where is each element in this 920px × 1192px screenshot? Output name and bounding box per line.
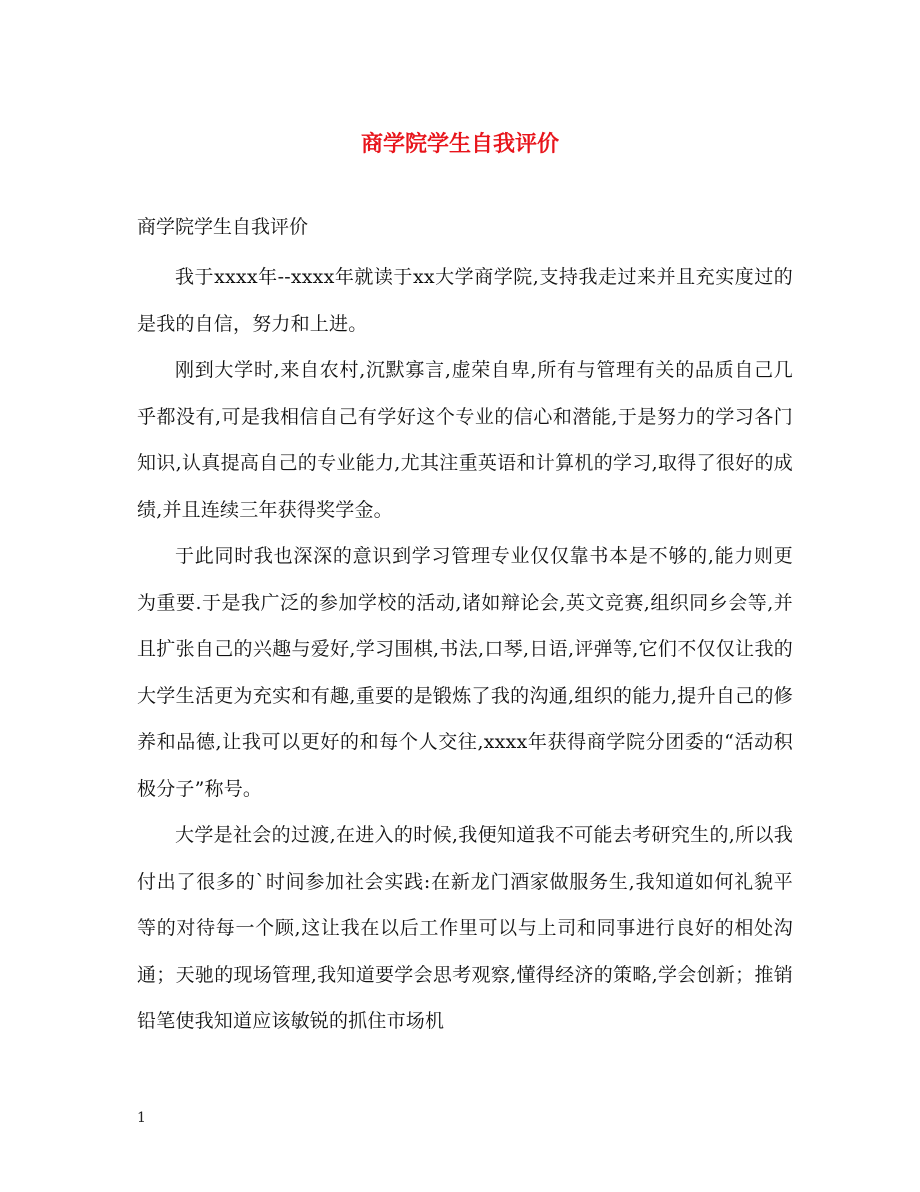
paragraph-4: 大学是社会的过渡,在进入的时候,我便知道我不可能去考研究生的,所以我付出了很多的`时间参加社会实践:在新龙门酒家做服务生,我知道如何礼貌平等的对待每一个顾,这让我在以后工作里可以与上司和同事进行良好的相处沟通；天驰的现场管理,我知道要学会思考观察,懂得经济的策略,学会创新；推销铅笔使我知道应该敏锐的抓住市场机	[137, 824, 793, 1032]
page-number: 1	[137, 1110, 146, 1126]
document-body	[137, 210, 793, 1045]
paragraph-2: 刚到大学时,来自农村,沉默寡言,虚荣自卑,所有与管理有关的品质自己几乎都没有,可是我相信自己有学好这个专业的信心和潜能,于是努力的学习各门知识,认真提高自己的专业能力,尤其注重英语和计算机的学习,取得了很好的成绩,并且连续三年获得奖学金。	[137, 359, 793, 521]
paragraph-3: 于此同时我也深深的意识到学习管理专业仅仅靠书本是不够的,能力则更为重要.于是我广泛的参加学校的活动,诸如辩论会,英文竞赛,组织同乡会等,并且扩张自己的兴趣与爱好,学习围棋,书法,口琴,日语,评弹等,它们不仅仅让我的大学生活更为充实和有趣,重要的是锻炼了我的沟通,组织的能力,提升自己的修养和品德,让我可以更好的和每个人交往,xxxx年获得商学院分团委的“活动积极分子”称号。	[137, 545, 793, 800]
document-title: 商学院学生自我评价	[360, 131, 559, 157]
paragraph-1: 我于xxxx年--xxxx年就读于xx大学商学院,支持我走过来并且充实度过的是我的自信，努力和上进。	[137, 266, 793, 335]
document-subtitle: 商学院学生自我评价	[137, 216, 309, 238]
